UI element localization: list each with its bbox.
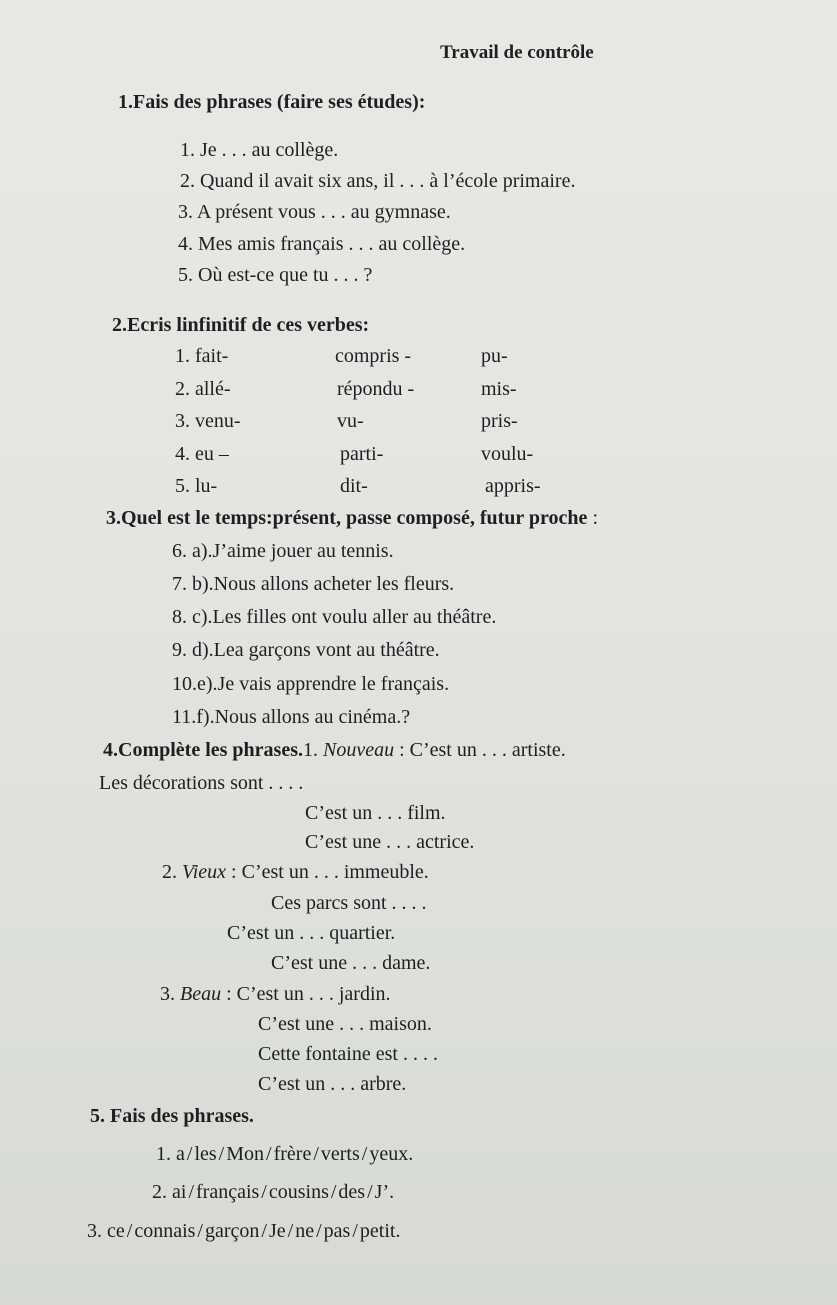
word-separator: /	[261, 1220, 267, 1242]
sentence-word: petit.	[359, 1220, 401, 1242]
exercise-4-line: C’est un . . . arbre.	[258, 1073, 407, 1095]
exercise-4-heading: 4.Complète les phrases.	[103, 739, 303, 761]
exercise-3-item: 11.f).Nous allons au cinéma.?	[172, 706, 411, 728]
sentence-word: Mon	[226, 1143, 265, 1165]
word-separator: /	[352, 1220, 358, 1242]
exercise-3-heading-colon: :	[587, 507, 598, 529]
exercise-1-heading: 1.Fais des phrases (faire ses études):	[118, 91, 426, 113]
adjective-nouveau: Nouveau	[322, 739, 395, 761]
verb-cell: 2. allé-	[175, 378, 231, 400]
exercise-4-line: : C’est un . . . immeuble.	[226, 861, 429, 883]
exercise-4-line: : C’est un . . . jardin.	[221, 983, 391, 1005]
exercise-4-line: Cette fontaine est . . . .	[258, 1043, 438, 1065]
adjective-beau: Beau	[180, 983, 222, 1005]
word-separator: /	[330, 1181, 337, 1203]
word-separator: /	[261, 1181, 267, 1203]
exercise-1-item: 4. Mes amis français . . . au collège.	[178, 233, 466, 255]
sentence-word: verts	[320, 1143, 360, 1165]
exercise-4-line: C’est un . . . film.	[305, 802, 446, 824]
sentence-number: 1.	[156, 1143, 176, 1165]
verb-cell: 1. fait-	[175, 345, 229, 367]
exercise-4-line: : C’est un . . . artiste.	[394, 739, 566, 761]
sentence-word: cousins	[268, 1181, 329, 1203]
exercise-4-group-3	[160, 982, 391, 1006]
exercise-4-line: C’est une . . . actrice.	[305, 831, 475, 853]
word-separator: /	[367, 1181, 373, 1203]
scrambled-sentence	[156, 1142, 413, 1166]
group-number: 2.	[162, 861, 182, 883]
exercise-3-item: 7. b).Nous allons acheter les fleurs.	[172, 573, 455, 595]
exercise-3-item: 10.e).Je vais apprendre le français.	[172, 673, 450, 695]
verb-cell: pu-	[481, 345, 508, 367]
exercise-2-heading: 2.Ecris linfinitif de ces verbes:	[112, 314, 370, 336]
sentence-word: garçon	[204, 1220, 260, 1242]
group-number: 1.	[302, 739, 323, 761]
verb-cell: parti-	[340, 443, 384, 465]
exercise-4-line: C’est une . . . dame.	[271, 952, 431, 974]
scrambled-sentence	[87, 1219, 400, 1243]
verb-cell: appris-	[485, 475, 541, 497]
verb-cell: 4. eu –	[175, 443, 229, 465]
word-separator: /	[287, 1220, 294, 1242]
word-separator: /	[126, 1220, 133, 1242]
word-separator: /	[316, 1220, 322, 1242]
exercise-3-item: 6. a).J’aime jouer au tennis.	[172, 540, 394, 562]
verb-cell: 3. venu-	[175, 410, 241, 432]
sentence-word: J’.	[374, 1181, 395, 1203]
word-separator: /	[188, 1181, 194, 1203]
exercise-5-heading: 5. Fais des phrases.	[90, 1105, 254, 1127]
word-separator: /	[186, 1143, 193, 1165]
group-number: 3.	[160, 983, 180, 1005]
exercise-4-group-2	[162, 860, 429, 884]
word-separator: /	[218, 1143, 225, 1165]
exercise-4-line: Ces parcs sont . . . .	[271, 892, 427, 914]
exercise-4-first-line	[103, 738, 566, 762]
exercise-1-item: 1. Je . . . au collège.	[180, 139, 339, 161]
exercise-1-item: 2. Quand il avait six ans, il . . . à l’école primaire.	[180, 170, 576, 192]
verb-cell: mis-	[481, 378, 517, 400]
sentence-word: ai	[172, 1181, 187, 1203]
exercise-1-item: 5. Où est-ce que tu . . . ?	[178, 264, 373, 286]
sentence-word: a	[176, 1143, 185, 1165]
verb-cell: voulu-	[481, 443, 534, 465]
sentence-number: 3.	[87, 1220, 107, 1242]
sentence-word: connais	[134, 1220, 196, 1242]
verb-cell: répondu -	[337, 378, 415, 400]
sentence-word: frère	[273, 1143, 312, 1165]
sentence-word: yeux.	[369, 1143, 414, 1165]
exercise-3-item: 9. d).Lea garçons vont au théâtre.	[172, 639, 440, 661]
sentence-word: des	[338, 1181, 366, 1203]
exercise-4-line: C’est une . . . maison.	[258, 1013, 432, 1035]
word-separator: /	[361, 1143, 368, 1165]
sentence-word: les	[194, 1143, 217, 1165]
word-separator: /	[266, 1143, 272, 1165]
verb-cell: 5. lu-	[175, 475, 218, 497]
sentence-word: ce	[107, 1220, 125, 1242]
verb-cell: pris-	[481, 410, 518, 432]
verb-cell: vu-	[337, 410, 364, 432]
exercise-3-heading-text: 3.Quel est le temps:présent, passe composé, futur proche	[106, 507, 588, 529]
exercise-4-line: C’est un . . . quartier.	[227, 922, 396, 944]
adjective-vieux: Vieux	[182, 861, 227, 883]
exercise-1-item: 3. A présent vous . . . au gymnase.	[178, 201, 451, 223]
exercise-3-heading	[106, 506, 598, 530]
word-separator: /	[197, 1220, 203, 1242]
exercise-3-item: 8. c).Les filles ont voulu aller au théâtre.	[172, 606, 497, 628]
exercise-4-line: Les décorations sont . . . .	[99, 772, 304, 794]
sentence-word: ne	[295, 1220, 315, 1242]
verb-cell: compris -	[335, 345, 412, 367]
sentence-word: Je	[268, 1220, 286, 1242]
sentence-number: 2.	[152, 1181, 172, 1203]
verb-cell: dit-	[340, 475, 368, 497]
page-title: Travail de contrôle	[440, 42, 594, 63]
sentence-word: français	[196, 1181, 260, 1203]
sentence-word: pas	[323, 1220, 351, 1242]
word-separator: /	[313, 1143, 319, 1165]
scrambled-sentence	[152, 1180, 394, 1204]
